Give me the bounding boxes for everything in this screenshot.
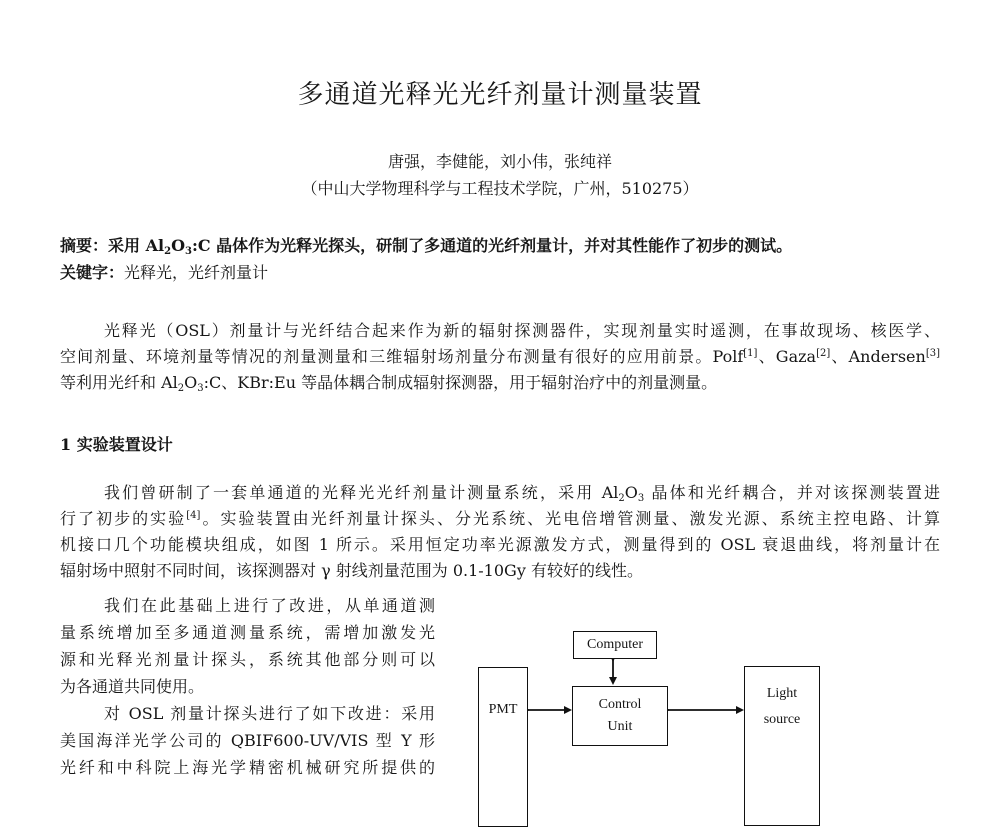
section-heading: 1 实验装置设计 (60, 435, 173, 454)
intro-line-3: 等利用光纤和 $Al_2O_3:C$、KBr:Eu 等晶体耦合制成辐射探测器，用于辐射治疗中的剂量测量。 (60, 373, 718, 394)
ref-1: [1] (743, 348, 758, 359)
intro-line-1: 光释光（OSL）剂量计与光纤结合起来作为新的辐射探测器件，实现剂量实时遥测，在事故现场、核医学、 (104, 321, 940, 340)
s1p3-line-2: 美国海洋光学公司的 QBIF600-UV/VIS 型 Y 形 (60, 731, 435, 750)
s1p2-line-4: 为各通道共同使用。 (60, 677, 205, 696)
s1-line-3: 机接口几个功能模块组成，如图 1 所示。采用恒定功率光源激发方式，测量得到的 OSL 衰退曲线，将剂量计在 (60, 535, 940, 554)
pmt-box: PMT (478, 667, 528, 827)
keywords-label: 关键字： (60, 263, 125, 282)
ref-4: [4] (186, 510, 201, 521)
intro-paragraph (60, 318, 940, 396)
light-source-box: Light source (744, 666, 820, 826)
author-list: 唐强，李健能，刘小伟，张纯祥 (387, 152, 612, 171)
s1-line-4: 辐射场中照射不同时间，该探测器对 γ 射线剂量范围为 0.1-10Gy 有较好的线性。 (60, 561, 643, 580)
s1p3-line-3: 光纤和中科院上海光学精密机械研究所提供的 (60, 758, 435, 777)
section1-paragraph-1 (60, 480, 940, 584)
section1-paragraph-3 (60, 700, 435, 781)
abstract-label: 摘要： (60, 236, 109, 255)
abstract-text-b: :C 晶体作为光释光探头，研制了多通道的光纤剂量计，并对其性能作了初步的测试。 (191, 236, 793, 255)
abstract-text-a: 采用 Al (108, 236, 165, 255)
s1p2-line-1: 我们在此基础上进行了改进，从单通道测 (104, 596, 435, 615)
ref-2: [2] (816, 348, 831, 359)
paper-title: 多通道光释光光纤剂量计测量装置 (297, 80, 703, 110)
control-unit-box: Control Unit (572, 686, 668, 746)
abstract: 摘要：采用 $Al_2O_3:C$ 晶体作为光释光探头，研制了多通道的光纤剂量计，并对其性能作了初步的测试。 (60, 236, 793, 257)
intro-line-2: 空间剂量、环境剂量等情况的剂量测量和三维辐射场剂量分布测量有很好的应用前景。Polf[1]、Gaza[2]、Andersen[3] (60, 347, 940, 366)
s1p2-line-3: 源和光释光剂量计探头，系统其他部分则可以 (60, 650, 435, 669)
section1-paragraph-2 (60, 592, 435, 700)
keywords (60, 260, 268, 283)
block-diagram (460, 610, 840, 760)
keywords-text: 光释光，光纤剂量计 (124, 263, 269, 282)
s1p2-line-2: 量系统增加至多通道测量系统，需增加激发光 (60, 623, 435, 642)
affiliation: （中山大学物理科学与工程技术学院，广州，510275） (301, 179, 699, 198)
s1-line-1: 我们曾研制了一套单通道的光释光光纤剂量计测量系统，采用 $Al_2O_3$ 晶体和光纤耦合，并对该探测装置进 (104, 483, 940, 504)
s1p3-line-1: 对 OSL 剂量计探头进行了如下改进：采用 (104, 704, 435, 723)
computer-box: Computer (573, 631, 657, 659)
ref-3: [3] (925, 348, 940, 359)
s1-line-2: 行了初步的实验[4]。实验装置由光纤剂量计探头、分光系统、光电倍增管测量、激发光源、系统主控电路、计算 (60, 509, 940, 528)
